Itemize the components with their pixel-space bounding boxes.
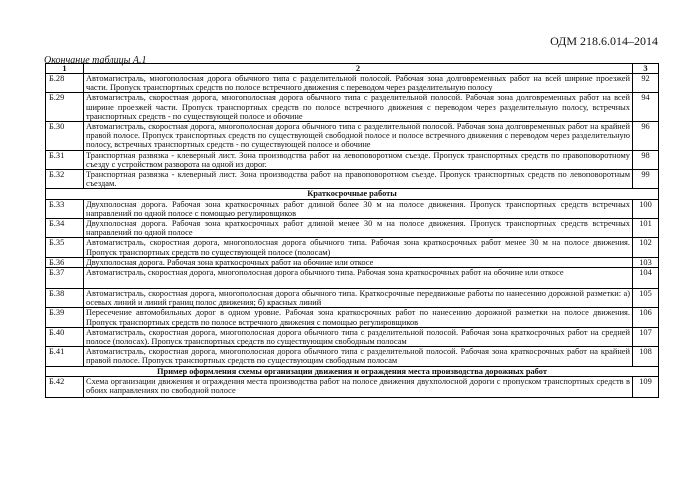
table-row bbox=[46, 238, 659, 257]
row-page-number: 94 bbox=[633, 93, 659, 122]
table-row bbox=[46, 93, 659, 122]
row-code: Б.29 bbox=[46, 93, 84, 122]
row-description: Автомагистраль, скоростная дорога, многополосная дорога обычного типа с разделительной полосой. Рабочая зона долговременных работ на всей ширине проезжей части. Пропуск транспортных средств по полосе встречного движения с переводом через разделительную полосу, встречных транспортных средств - по существующей полосе и обочине bbox=[84, 93, 633, 122]
row-description: Автомагистраль, скоростная дорога, многополосная дорога обычного типа. Краткосрочные передвижные работы по нанесению дорожной разметки: а) осевых линий и линий границ полос движения; б) красных линий bbox=[84, 289, 633, 308]
row-description: Двухполосная дорога. Рабочая зона краткосрочных работ на обочине или откосе bbox=[84, 257, 633, 267]
row-code: Б.41 bbox=[46, 347, 84, 366]
section-title: Краткосрочные работы bbox=[46, 189, 659, 199]
row-page-number: 106 bbox=[633, 308, 659, 327]
column-header: 1 bbox=[46, 64, 84, 74]
row-code: Б.37 bbox=[46, 268, 84, 289]
table-row bbox=[46, 257, 659, 267]
table-row bbox=[46, 199, 659, 218]
section-row bbox=[46, 366, 659, 376]
row-code: Б.33 bbox=[46, 199, 84, 218]
row-page-number: 105 bbox=[633, 289, 659, 308]
row-page-number: 98 bbox=[633, 150, 659, 169]
table-row bbox=[46, 219, 659, 238]
table-caption: Окончание таблицы А.1 bbox=[44, 55, 147, 66]
section-title: Пример оформления схемы организации движения и ограждения места производства дорожных работ bbox=[46, 366, 659, 376]
table-row bbox=[46, 327, 659, 346]
row-description: Автомагистраль, скоростная дорога, многополосная дорога обычного типа. Рабочая зона краткосрочных работ на обочине или откосе bbox=[84, 268, 633, 289]
column-header: 2 bbox=[84, 64, 633, 74]
table-header-row bbox=[46, 64, 659, 74]
column-header: 3 bbox=[633, 64, 659, 74]
row-description: Автомагистраль, скоростная дорога, многополосная дорога обычного типа. Рабочая зона краткосрочных работ менее 30 м на полосе движения. Пропуск транспортных средств по существующей полосе (полосам) bbox=[84, 238, 633, 257]
row-description: Двухполосная дорога. Рабочая зона краткосрочных работ длиной менее 30 м на полосе движения. Пропуск транспортных средств встречных направлений по одной полосе bbox=[84, 219, 633, 238]
row-description: Схема организации движения и ограждения места производства работ на полосе движения двухполосной дороги с пропуском транспортных средств в обоих направлениях по свободной полосе bbox=[84, 376, 633, 397]
row-page-number: 102 bbox=[633, 238, 659, 257]
row-description: Транспортная развязка - клеверный лист. Зона производства работ на левоповоротном съезде. Пропуск транспортных средств по правоповоротному съезду с устройством разворота на одной из дорог. bbox=[84, 150, 633, 169]
table-row bbox=[46, 289, 659, 308]
row-page-number: 108 bbox=[633, 347, 659, 366]
row-page-number: 109 bbox=[633, 376, 659, 397]
table-row bbox=[46, 376, 659, 397]
row-code: Б.30 bbox=[46, 122, 84, 151]
row-page-number: 101 bbox=[633, 219, 659, 238]
contents-table bbox=[45, 63, 659, 398]
row-description: Автомагистраль, скоростная дорога, многополосная дорога обычного типа с разделительной полосой. Рабочая зона краткосрочных работ на средней полосе (полосах). Пропуск транспортных средств по существующим свободным полосам bbox=[84, 327, 633, 346]
row-code: Б.34 bbox=[46, 219, 84, 238]
table-row bbox=[46, 268, 659, 289]
row-page-number: 103 bbox=[633, 257, 659, 267]
table-row bbox=[46, 308, 659, 327]
row-description: Автомагистраль, скоростная дорога, многополосная дорога обычного типа с разделительной полосой. Рабочая зона краткосрочных работ на крайней правой полосе. Пропуск транспортных средств по существующим свободным полосам bbox=[84, 347, 633, 366]
section-row bbox=[46, 189, 659, 199]
row-code: Б.38 bbox=[46, 289, 84, 308]
row-code: Б.35 bbox=[46, 238, 84, 257]
table-row bbox=[46, 74, 659, 93]
table-row bbox=[46, 170, 659, 189]
row-code: Б.28 bbox=[46, 74, 84, 93]
row-description: Автомагистраль, многополосная дорога обычного типа с разделительной полосой. Рабочая зона долговременных работ на всей ширине проезжей части. Пропуск транспортных средств по полосе встречного движения с переводом через разделительную полосу bbox=[84, 74, 633, 93]
row-code: Б.40 bbox=[46, 327, 84, 346]
table-row bbox=[46, 122, 659, 151]
row-description: Двухполосная дорога. Рабочая зона краткосрочных работ длиной более 30 м на полосе движения. Пропуск транспортных средств встречных направлений по одной полосе с помощью регулировщиков bbox=[84, 199, 633, 218]
row-page-number: 104 bbox=[633, 268, 659, 289]
row-code: Б.31 bbox=[46, 150, 84, 169]
row-page-number: 107 bbox=[633, 327, 659, 346]
table-row bbox=[46, 150, 659, 169]
row-page-number: 96 bbox=[633, 122, 659, 151]
row-description: Пересечение автомобильных дорог в одном уровне. Рабочая зона краткосрочных работ по нанесению дорожной разметки на полосе движения. Пропуск транспортных средств по полосе встречного движения с помощью регулировщиков bbox=[84, 308, 633, 327]
row-code: Б.32 bbox=[46, 170, 84, 189]
row-code: Б.36 bbox=[46, 257, 84, 267]
row-description: Транспортная развязка - клеверный лист. Зона производства работ на правоповоротном съезде. Пропуск транспортных средств по левоповоротным съездам. bbox=[84, 170, 633, 189]
row-page-number: 100 bbox=[633, 199, 659, 218]
table-row bbox=[46, 347, 659, 366]
row-page-number: 92 bbox=[633, 74, 659, 93]
row-page-number: 99 bbox=[633, 170, 659, 189]
row-code: Б.42 bbox=[46, 376, 84, 397]
document-code: ОДМ 218.6.014–2014 bbox=[550, 34, 658, 48]
row-code: Б.39 bbox=[46, 308, 84, 327]
row-description: Автомагистраль, скоростная дорога, многополосная дорога обычного типа с разделительной полосой. Рабочая зона долговременных работ на крайней правой полосе. Пропуск транспортных средств по существующей свободной полосе и полосе встречного движения с переводом через разделительную полосу, встречных транспортных средств - по существующей полосе и обочине bbox=[84, 122, 633, 151]
